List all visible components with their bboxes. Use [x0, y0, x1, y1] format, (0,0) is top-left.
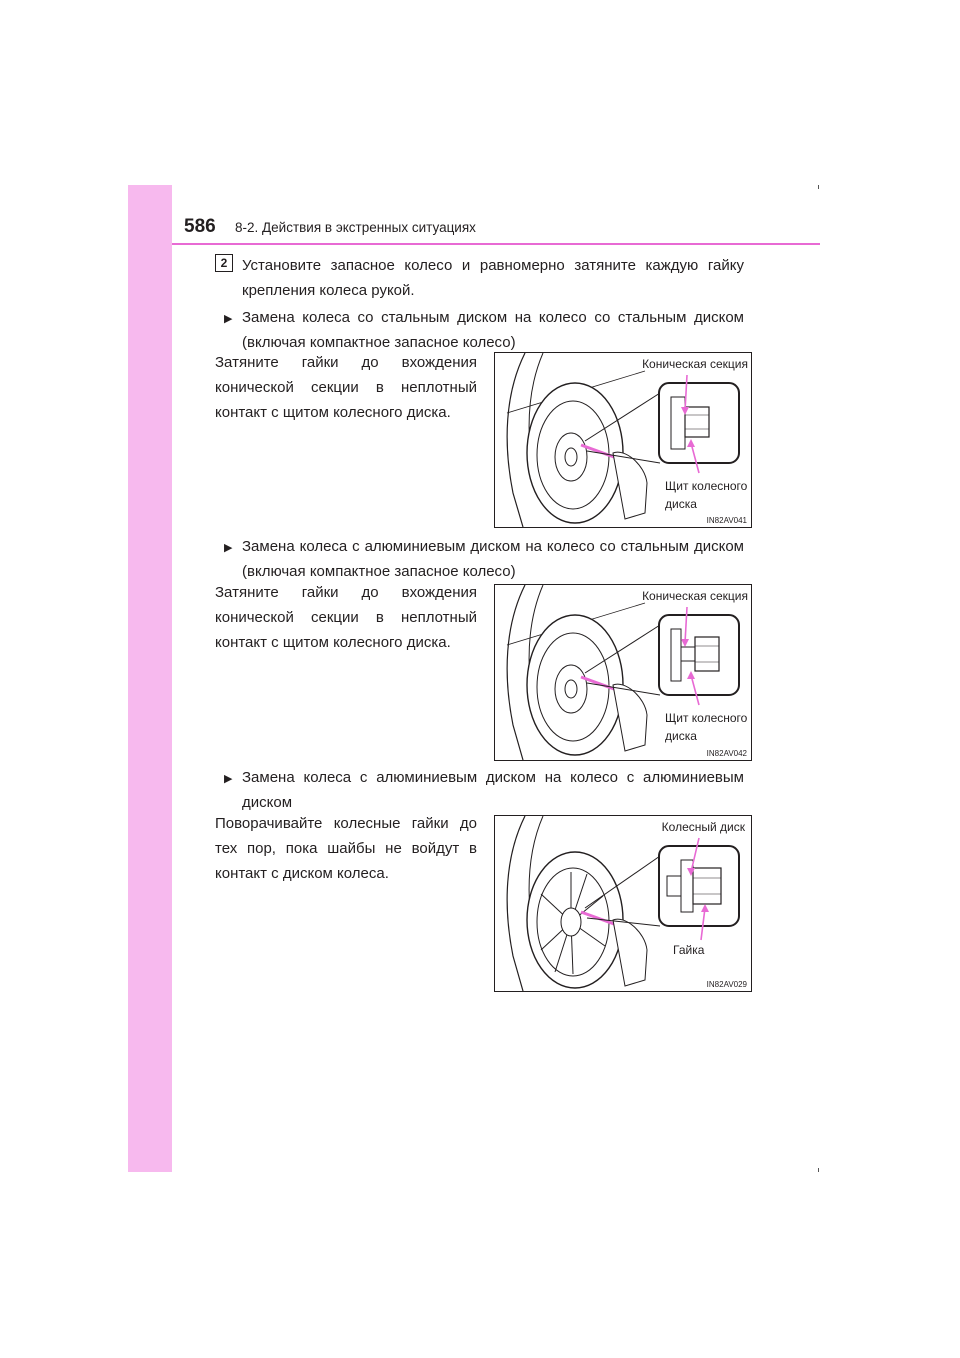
figure-label-hub-1: Щит колесного	[665, 479, 748, 493]
case-body: Затяните гайки до вхождения конической секции в неплотный контакт с щитом колесного диска.	[215, 584, 477, 651]
case-title: Замена колеса с алюминиевым диском на колесо со стальным диском (включая компактное запасное колесо)	[242, 538, 744, 580]
case-body: Поворачивайте колесные гайки до тех пор, пока шайбы не войдут в контакт с диском колеса.	[215, 815, 477, 882]
crop-mark	[818, 1168, 819, 1172]
figure-alloy-to-steel	[494, 584, 752, 761]
page-number: 586	[184, 216, 216, 237]
figure-code: IN82AV029	[706, 980, 747, 989]
figure-label-hub-2: диска	[665, 729, 697, 743]
figure-label-cone: Коническая секция	[642, 357, 748, 371]
case-title: Замена колеса с алюминиевым диском на колесо с алюминиевым диском	[242, 769, 744, 811]
figure-label-hub-2: диска	[665, 497, 697, 511]
case-body: Затяните гайки до вхождения конической секции в неплотный контакт с щитом колесного диска.	[215, 354, 477, 421]
step-text: Установите запасное колесо и равномерно затяните каждую гайку крепления колеса рукой.	[242, 257, 744, 299]
crop-mark	[818, 185, 819, 189]
step-number: 2	[215, 254, 233, 272]
case-title: Замена колеса со стальным диском на колесо со стальным диском (включая компактное запасное колесо)	[242, 309, 744, 351]
section-side-band	[128, 185, 172, 1172]
section-title: 8-2. Действия в экстренных ситуациях	[235, 220, 476, 235]
figure-label-wheel-disc: Колесный диск	[661, 820, 745, 834]
figure-code: IN82AV041	[706, 516, 747, 525]
figure-label-nut: Гайка	[673, 943, 705, 957]
header-divider	[172, 243, 820, 245]
figure-alloy-to-alloy	[494, 815, 752, 992]
figure-steel-to-steel	[494, 352, 752, 528]
triangle-right-icon: ▶	[224, 773, 233, 785]
figure-label-hub-1: Щит колесного	[665, 711, 748, 725]
figure-code: IN82AV042	[706, 749, 747, 758]
triangle-right-icon: ▶	[224, 542, 233, 554]
triangle-right-icon: ▶	[224, 313, 233, 325]
figure-label-cone: Коническая секция	[642, 589, 748, 603]
